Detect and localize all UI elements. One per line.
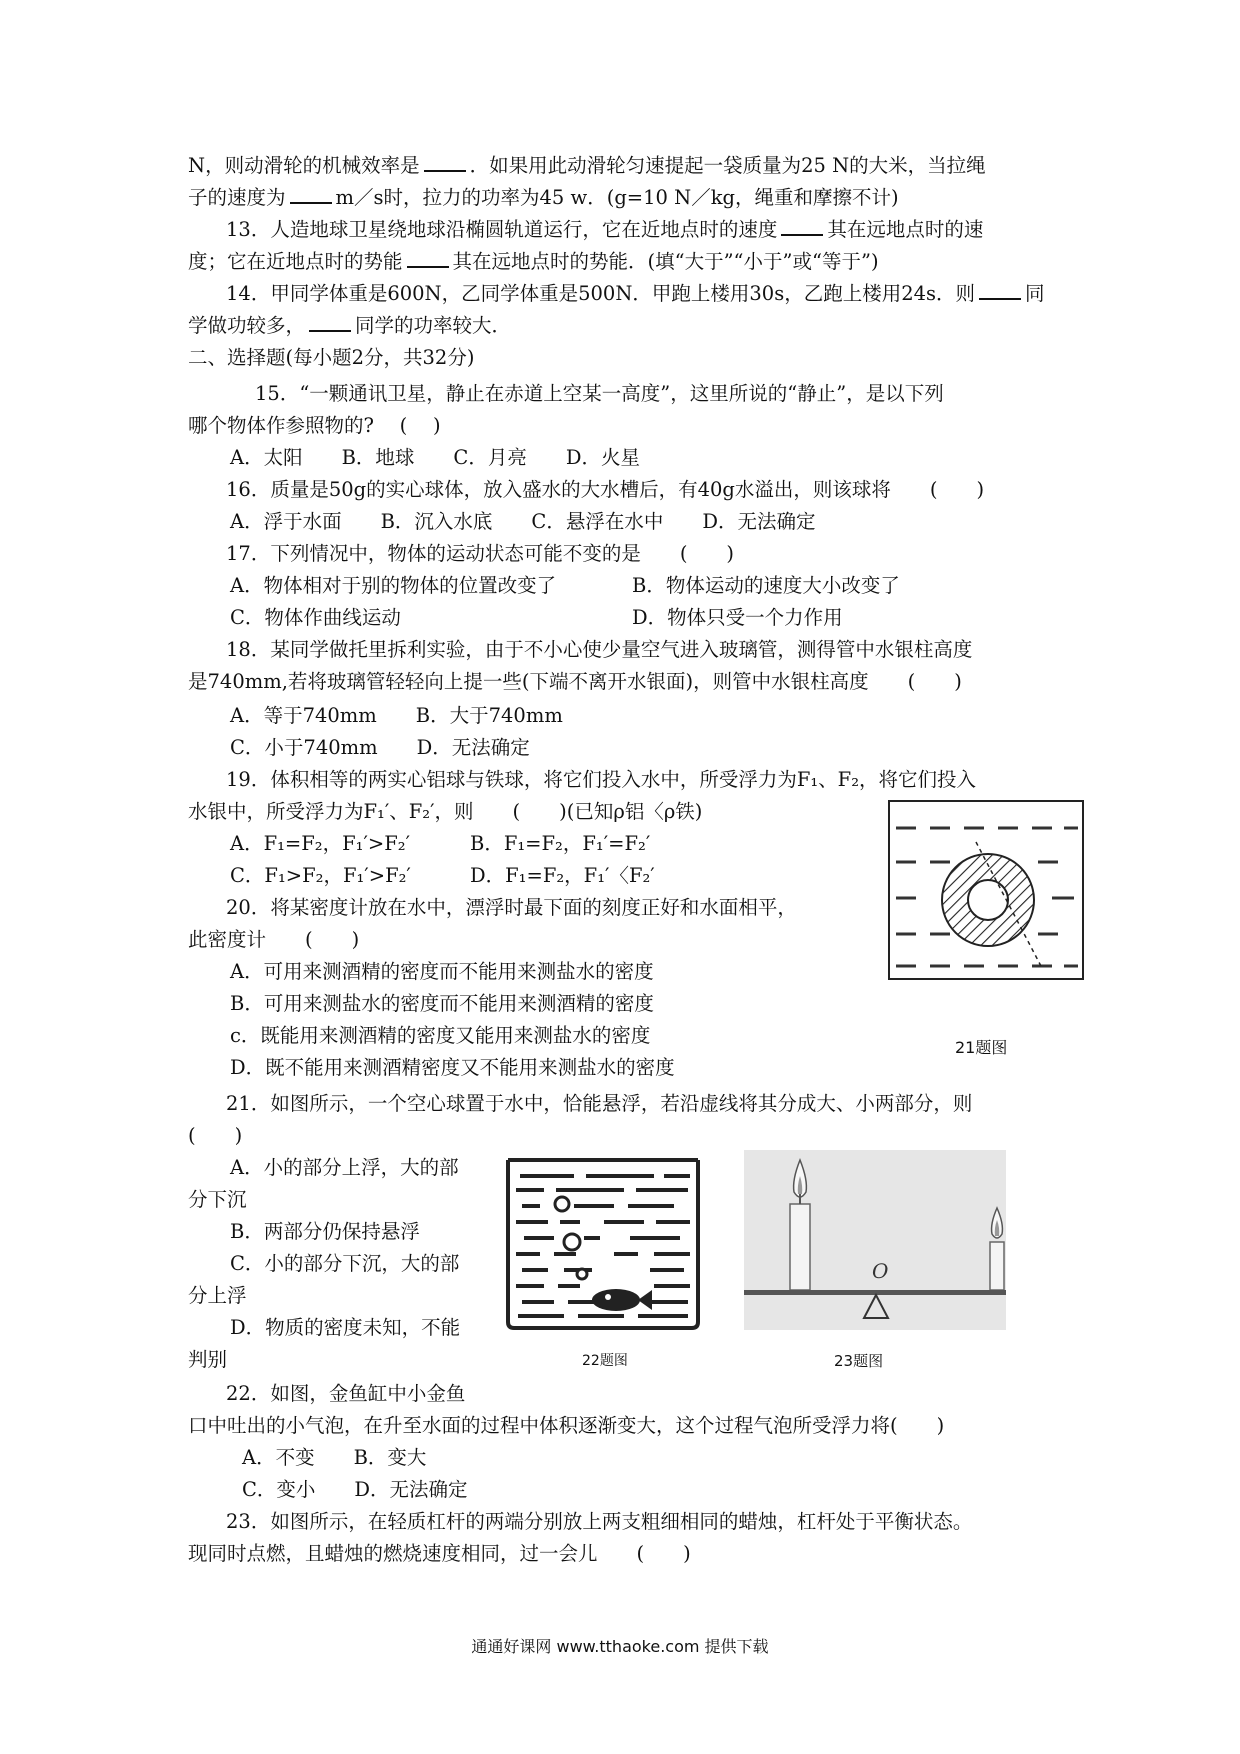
q21-option-d-cont: 判别 xyxy=(188,1348,228,1371)
answer-blank[interactable] xyxy=(781,216,823,236)
q21-option-c-cont: 分上浮 xyxy=(188,1284,247,1307)
answer-blank[interactable] xyxy=(407,248,449,268)
q19-option-c: C．F₁>F₂，F₁′>F₂′ xyxy=(230,864,411,887)
q21-option-a-cont: 分下沉 xyxy=(188,1188,247,1211)
q20-option-d: D．既不能用来测酒精密度又不能用来测盐水的密度 xyxy=(230,1056,675,1079)
answer-blank[interactable] xyxy=(979,280,1021,300)
q23-line1: 23．如图所示，在轻质杠杆的两端分别放上两支粗细相同的蜡烛，杠杆处于平衡状态。 xyxy=(226,1510,973,1533)
q21-option-d: D．物质的密度未知，不能 xyxy=(230,1316,461,1339)
q14-line1: 14．甲同学体重是600N，乙同学体重是500N．甲跑上楼用30s，乙跑上楼用24s．则 同 xyxy=(226,282,1045,305)
answer-blank[interactable] xyxy=(424,152,466,172)
q22-options-2: C．变小 D．无法确定 xyxy=(242,1478,468,1501)
q15-line2: 哪个物体作参照物的? ( ) xyxy=(188,414,441,437)
q20-option-c: c．既能用来测酒精的密度又能用来测盐水的密度 xyxy=(230,1024,651,1047)
q12-line1: N，则动滑轮的机械效率是 ．如果用此动滑轮匀速提起一袋质量为25 N的大米，当拉绳 xyxy=(188,154,986,177)
q21-option-c: C．小的部分下沉，大的部 xyxy=(230,1252,460,1275)
figure-21-hollow-ball xyxy=(888,800,1084,980)
q18-line1: 18．某同学做托里拆利实验，由于不小心使少量空气进入玻璃管，测得管中水银柱高度 xyxy=(226,638,973,661)
q19-option-d: D．F₁=F₂，F₁′〈F₂′ xyxy=(470,864,655,887)
q17-option-c: C．物体作曲线运动 xyxy=(230,606,401,629)
q16-line1: 16．质量是50g的实心球体，放入盛水的大水槽后，有40g水溢出，则该球将 ( ) xyxy=(226,478,985,501)
figure-23-pivot-label: O xyxy=(872,1259,889,1283)
q18-options-1: A．等于740mm B．大于740mm xyxy=(230,704,563,727)
q18-options-2: C．小于740mm D．无法确定 xyxy=(230,736,530,759)
page-footer: 通通好课网 www.tthaoke.com 提供下载 xyxy=(471,1637,769,1656)
q18-line2: 是740mm,若将玻璃管轻轻向上提一些(下端不离开水银面)，则管中水银柱高度 ( ) xyxy=(188,670,962,693)
q20-line2: 此密度计 ( ) xyxy=(188,928,360,951)
q13-line2: 度；它在近地点时的势能 其在远地点时的势能．(填“大于”“小于”或“等于”) xyxy=(188,250,879,273)
q19-line2: 水银中，所受浮力为F₁′、F₂′，则 ( )(已知ρ铝〈ρ铁) xyxy=(188,800,703,823)
q20-option-b: B．可用来测盐水的密度而不能用来测酒精的密度 xyxy=(230,992,654,1015)
q23-line2: 现同时点燃，且蜡烛的燃烧速度相同，过一会儿 ( ) xyxy=(188,1542,691,1565)
q19-option-a: A．F₁=F₂，F₁′>F₂′ xyxy=(230,832,411,855)
q17-option-d: D．物体只受一个力作用 xyxy=(632,606,843,629)
q21-option-b: B．两部分仍保持悬浮 xyxy=(230,1220,420,1243)
q17-option-a: A．物体相对于别的物体的位置改变了 xyxy=(230,574,557,597)
q21-option-a: A．小的部分上浮，大的部 xyxy=(230,1156,459,1179)
q17-option-b: B．物体运动的速度大小改变了 xyxy=(632,574,900,597)
answer-blank[interactable] xyxy=(309,312,351,332)
q19-option-b: B．F₁=F₂，F₁′=F₂′ xyxy=(470,832,651,855)
figure-21-caption: 21题图 xyxy=(955,1038,1008,1057)
q12-line2: 子的速度为 m／s时，拉力的功率为45 w．(g=10 N／kg，绳重和摩擦不计) xyxy=(188,186,899,209)
q13-line1: 13．人造地球卫星绕地球沿椭圆轨道运行，它在近地点时的速度 其在远地点时的速 xyxy=(226,218,984,241)
q19-line1: 19．体积相等的两实心铝球与铁球，将它们投入水中，所受浮力为F₁、F₂，将它们投入 xyxy=(226,768,977,791)
q14-line2: 学做功较多， 同学的功率较大． xyxy=(188,314,512,337)
q22-line2: 口中吐出的小气泡，在升至水面的过程中体积逐渐变大，这个过程气泡所受浮力将( ) xyxy=(188,1414,945,1437)
q22-options-1: A．不变 B．变大 xyxy=(242,1446,427,1469)
answer-blank[interactable] xyxy=(290,184,332,204)
q15-line1: 15．“一颗通讯卫星，静止在赤道上空某一高度”，这里所说的“静止”，是以下列 xyxy=(255,382,944,405)
figure-23-lever-candles xyxy=(744,1150,1006,1330)
q22-line1: 22．如图，金鱼缸中小金鱼 xyxy=(226,1382,466,1405)
section-heading: 二、选择题(每小题2分，共32分) xyxy=(188,346,475,369)
q20-option-a: A．可用来测酒精的密度而不能用来测盐水的密度 xyxy=(230,960,654,983)
q16-options: A．浮于水面 B．沉入水底 C．悬浮在水中 D．无法确定 xyxy=(230,510,816,533)
figure-22-caption: 22题图 xyxy=(582,1353,628,1369)
q21-line1: 21．如图所示，一个空心球置于水中，恰能悬浮，若沿虚线将其分成大、小两部分，则 xyxy=(226,1092,973,1115)
q17-line1: 17．下列情况中，物体的运动状态可能不变的是 ( ) xyxy=(226,542,735,565)
q20-line1: 20．将某密度计放在水中，漂浮时最下面的刻度正好和水面相平， xyxy=(226,896,797,919)
figure-23-caption: 23题图 xyxy=(834,1352,884,1370)
figure-22-fish-tank xyxy=(504,1150,704,1330)
q15-options: A．太阳 B．地球 C．月亮 D．火星 xyxy=(230,446,640,469)
q21-line2: ( ) xyxy=(188,1124,243,1147)
